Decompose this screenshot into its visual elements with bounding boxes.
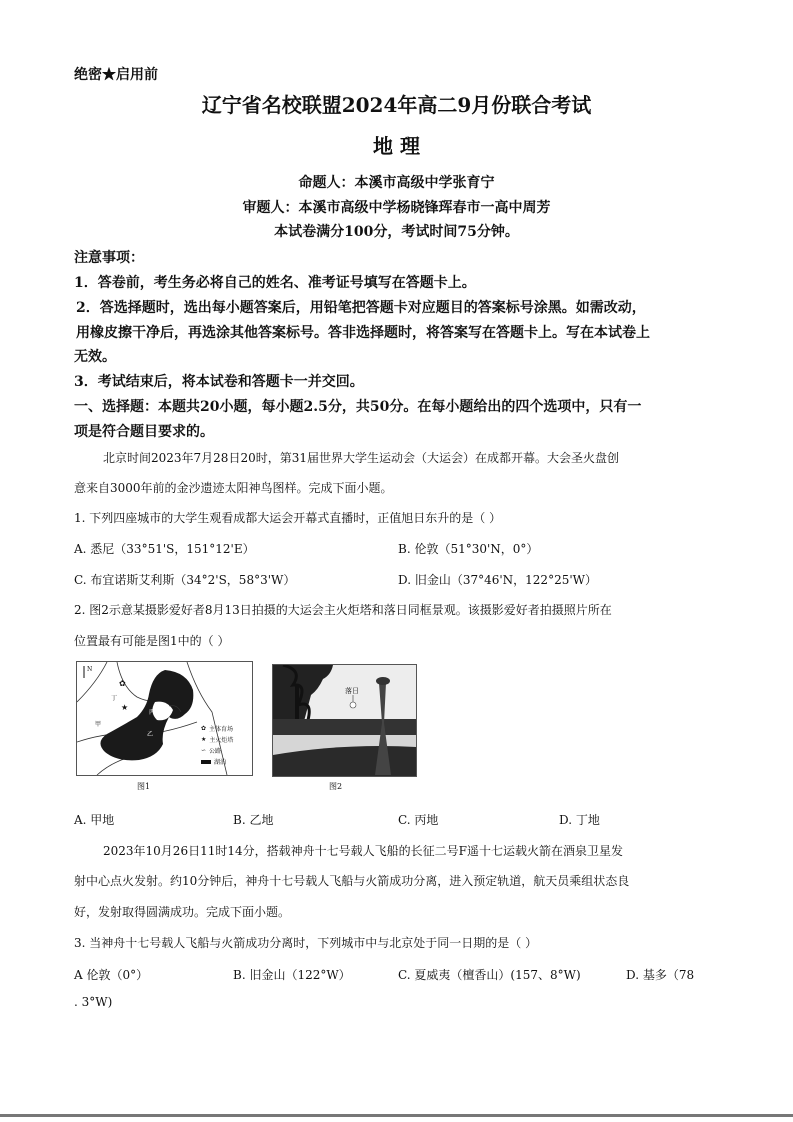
section-heading-line-1: 一、选择题：本题共20小题，每小题2.5分，共50分。在每小题给出的四个选项中，只有一 <box>74 399 642 415</box>
notice-item-2-line-2: 用橡皮擦干净后，再选涂其他答案标号。答非选择题时，将答案写在答题卡上。写在本试卷上 <box>76 325 650 341</box>
question-3-stem: 3. 当神舟十七号载人飞船与火箭成功分离时，下列城市中与北京处于同一日期的是（ ） <box>74 936 538 950</box>
passage-2-line-2: 射中心点火发射。约10分钟后，神舟十七号载人飞船与火箭成功分离，进入预定轨道，航天员乘组状态良 <box>74 874 630 888</box>
stadium-icon: ✿ <box>201 725 207 732</box>
star-icon: ★ <box>201 736 207 743</box>
question-1-option-c: C. 布宜诺斯艾利斯（34°2'S，58°3'W） <box>74 573 296 587</box>
stadium-icon: ✿ <box>119 679 126 688</box>
question-1-option-a: A. 悉尼（33°51'S，151°12'E） <box>74 542 255 556</box>
photo-drawing <box>273 665 416 776</box>
setter-line: 命题人：本溪市高级中学张育宁 <box>298 175 495 191</box>
label-jia: 甲 <box>95 721 102 728</box>
question-2-option-b: B. 乙地 <box>233 813 274 827</box>
question-3-option-d-continued: . 3°W) <box>74 995 113 1009</box>
legend-lake: 湖泊 <box>201 757 226 766</box>
label-bing: 丙 <box>149 709 156 716</box>
question-3-option-c: C. 夏威夷（檀香山）(157、8°W) <box>398 968 581 982</box>
question-3-option-b: B. 旧金山（122°W） <box>233 968 351 982</box>
sunset-label: 落日 <box>345 687 359 695</box>
question-2-option-a: A. 甲地 <box>74 813 115 827</box>
legend-stadium: ✿ 主体育场 <box>201 725 234 733</box>
legend-torch-tower: ★ 主火炬塔 <box>201 736 234 744</box>
road-line-icon: ∽ <box>201 747 207 754</box>
question-1-option-b: B. 伦敦（51°30'N，0°） <box>398 542 539 556</box>
passage-2-line-3: 好，发射取得圆满成功。完成下面小题。 <box>74 905 291 919</box>
notice-item-1: 1．答卷前，考生务必将自己的姓名、准考证号填写在答题卡上。 <box>74 275 476 291</box>
question-3-option-a: A 伦敦（0°） <box>74 968 149 982</box>
figure-2-caption: 图2 <box>329 782 343 791</box>
question-2-stem-line-2: 位置最有可能是图1中的（ ） <box>74 634 230 648</box>
label-yi: 乙 <box>147 731 154 738</box>
north-label: N <box>87 666 93 673</box>
figure-1-map <box>76 661 253 776</box>
figure-1-caption: 图1 <box>137 782 151 791</box>
question-2-option-d: D. 丁地 <box>559 813 600 827</box>
sun-icon <box>350 702 356 708</box>
far-shore <box>273 719 416 737</box>
passage-2-line-1: 2023年10月26日11时14分，搭载神舟十七号载人飞船的长征二号F遥十七运载火箭在酒泉卫星发 <box>103 844 623 858</box>
notice-heading: 注意事项： <box>74 250 144 266</box>
page-bottom-border <box>0 1114 793 1117</box>
reviewer-line: 审题人：本溪市高级中学杨晓锋珲春市一高中周芳 <box>242 200 551 216</box>
exam-info-line: 本试卷满分100分，考试时间75分钟。 <box>274 224 519 240</box>
question-1-option-d: D. 旧金山（37°46'N，122°25'W） <box>398 573 597 587</box>
passage-1-line-2: 意来自3000年前的金沙遗迹太阳神鸟图样。完成下面小题。 <box>74 481 393 495</box>
figure-2-photo <box>272 664 417 777</box>
exam-title: 辽宁省名校联盟2024年高二9月份联合考试 <box>201 93 592 117</box>
confidential-mark: 绝密★启用前 <box>74 67 158 83</box>
notice-item-3: 3．考试结束后，将本试卷和答题卡一并交回。 <box>74 374 364 390</box>
passage-1-line-1: 北京时间2023年7月28日20时，第31届世界大学生运动会（大运会）在成都开幕。大会圣火盘创 <box>103 451 619 465</box>
question-1-stem: 1. 下列四座城市的大学生观看成都大运会开幕式直播时，正值旭日东升的是（ ） <box>74 511 502 525</box>
legend-road: ∽ 公路 <box>201 747 222 755</box>
question-3-option-d: D. 基多（78 <box>626 968 695 982</box>
question-2-option-c: C. 丙地 <box>398 813 439 827</box>
lake-swatch-icon <box>201 760 211 764</box>
torch-tower-icon: ★ <box>121 703 129 712</box>
subject-title: 地 理 <box>373 134 420 158</box>
question-2-stem-line-1: 2. 图2示意某摄影爱好者8月13日拍摄的大运会主火炬塔和落日同框景观。该摄影爱好者拍摄照片所在 <box>74 603 612 617</box>
section-heading-line-2: 项是符合题目要求的。 <box>74 424 214 440</box>
lake-shape <box>100 670 193 760</box>
notice-item-2-line-1: 2．答选择题时，选出每小题答案后，用铅笔把答题卡对应题目的答案标号涂黑。如需改动， <box>76 300 646 316</box>
label-ding: 丁 <box>111 695 118 702</box>
notice-item-2-line-3: 无效。 <box>74 349 116 365</box>
